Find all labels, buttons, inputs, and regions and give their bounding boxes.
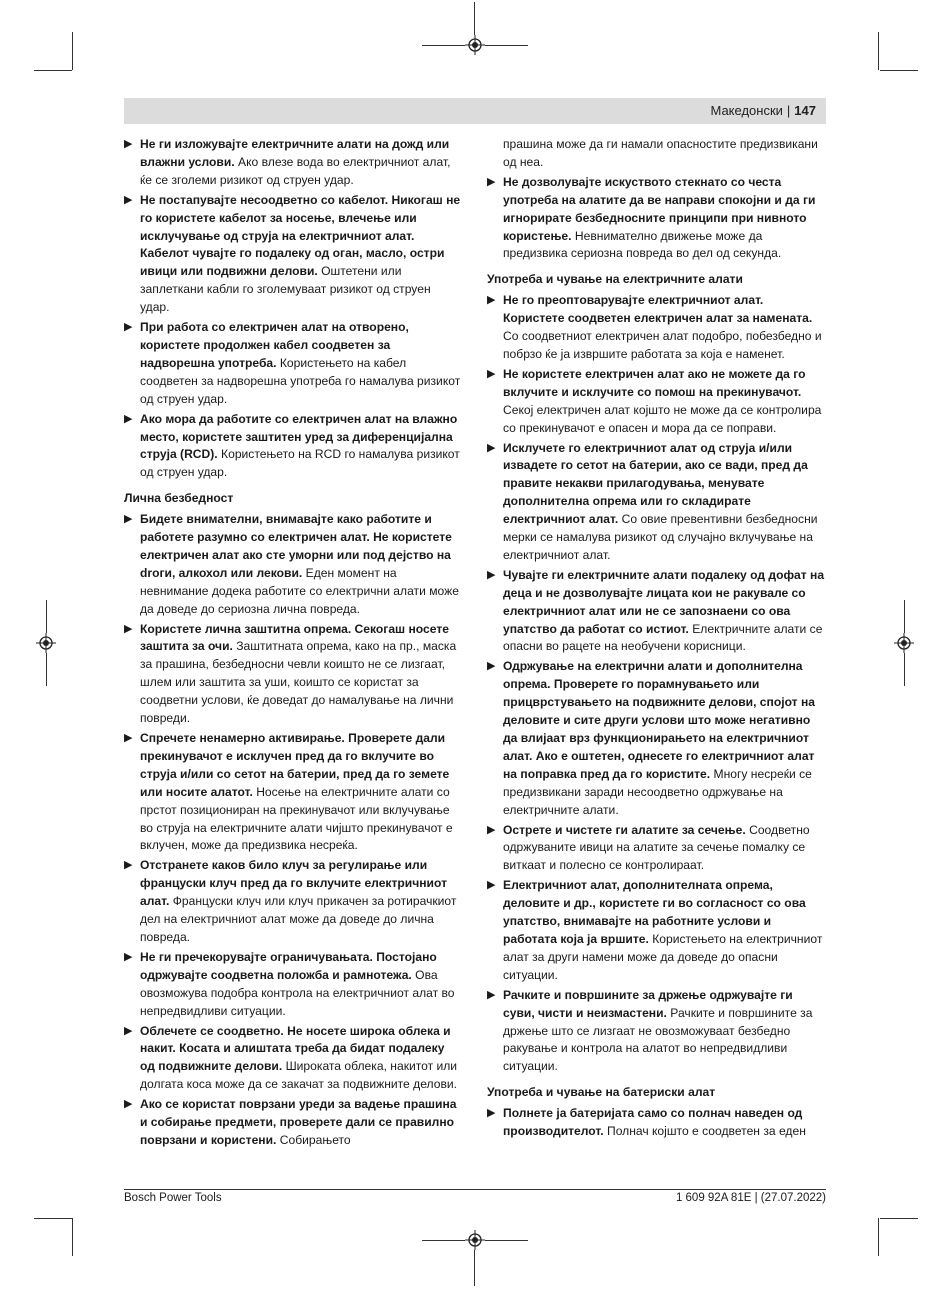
item-text: Соодветно одржуваните ивици на алатите за сечење помалку се виткаат и полесно се контролираат.	[503, 822, 810, 873]
bullet-arrow-icon: ▶	[124, 138, 133, 150]
item-bold-text: Облечете се соодветно. Не носете широка облека и накит. Косата и алиштата треба да бидат подалеку од подвижните делови.	[140, 1023, 451, 1074]
registration-mark-icon	[465, 1230, 485, 1250]
header-language: Македонски	[710, 103, 783, 118]
item-text: Користењето на кабел соодветен за надворешна употреба го намалува ризикот од струен удар.	[140, 355, 461, 406]
section-title-personal-safety: Лична безбедност	[124, 491, 234, 506]
item-bold-text: При работа со електричен алат на отворено, користете продолжен кабел соодветен за надворешна употреба.	[140, 320, 409, 370]
list-item	[487, 440, 825, 565]
bullet-arrow-icon: ▶	[124, 1024, 133, 1037]
list-item	[487, 292, 825, 364]
item-bold-text: Острете и чистете ги алатите за сечење.	[503, 822, 746, 837]
bullet-arrow-icon: ▶	[487, 568, 496, 581]
intro-items	[124, 136, 462, 482]
item-text: Еден момент на невнимание додека работите со електрични алати може да доведе до сериозна лична повреда.	[140, 565, 459, 616]
crop-mark	[34, 1218, 72, 1219]
list-item	[487, 877, 825, 984]
item-bold-text: Спречете ненамерно активирање. Проверете дали прекинувачот е исклучен пред да го вклучите во струја и/или со сетот на батерии, пред да го земете или носите алатот.	[140, 731, 450, 799]
list-item	[487, 822, 825, 876]
bullet-arrow-icon: ▶	[124, 193, 133, 206]
crop-mark	[422, 45, 465, 46]
bullet-arrow-icon: ▶	[487, 175, 496, 188]
list-item	[487, 366, 825, 438]
list-item	[124, 411, 462, 483]
footer-brand: Bosch Power Tools	[124, 1192, 222, 1204]
item-text: Ако влезе вода во електричниот алат, ќе се зголеми ризикот од струен удар.	[140, 154, 451, 187]
item-bold-text: Не постапувајте несоодветно со кабелот. Никогаш не го користете кабелот за носење, влечење или исклучување од струја на електричниот алат. Кабелот чувајте го подалеку од оган, масло, остри ивици или подвижни делови.	[140, 192, 461, 279]
bullet-arrow-icon: ▶	[487, 988, 496, 1001]
header-separator: |	[786, 103, 791, 118]
page-number: 147	[794, 103, 816, 118]
list-item	[124, 511, 462, 618]
item-text: Полнач којшто е соодветен за еден	[607, 1124, 806, 1139]
item-bold-text: Отстранете каков било клуч за регулирање или француски клуч пред да го вклучите електричниот алат.	[140, 858, 447, 909]
footer-rule	[124, 1189, 826, 1190]
use-items	[487, 292, 825, 1076]
item-text: Користењето на електричниот алат за други намени може да доведе до опасни ситуации.	[503, 931, 823, 982]
list-item	[124, 192, 462, 317]
item-text: Секој електричен алат којшто не може да се контролира со прекинувачот е опасен и мора да се поправи.	[503, 402, 822, 435]
list-item	[124, 730, 462, 855]
crop-mark	[904, 600, 905, 633]
item-text: Користењето на RCD го намалува ризикот од струен удар.	[140, 447, 460, 480]
item-bold-text: Исклучете го електричниот алат од струја и/или извадете го сетот на батерии, ако се вади, пред да правите некакви прилагодувања, менувате дополнителна опрема или го складирате електричниот алат.	[503, 440, 808, 527]
list-item	[487, 567, 825, 657]
list-item	[124, 621, 462, 728]
bullet-arrow-icon: ▶	[487, 823, 496, 836]
continued-text: прашина може да ги намали опасностите предизвикани од неа.	[503, 137, 818, 169]
item-text: Оштетени или заплеткани кабли го зголемуваат ризикот од струен удар.	[140, 264, 431, 315]
crop-mark	[422, 1240, 465, 1241]
bullet-arrow-icon: ▶	[124, 412, 133, 425]
bullet-arrow-icon: ▶	[487, 441, 496, 454]
item-text: Француски клуч или клуч прикачен за ротирачкиот дел на електричниот алат може да доведе до лична повреда.	[140, 894, 457, 944]
bullet-arrow-icon: ▶	[124, 859, 133, 872]
item-bold-text: Бидете внимателни, внимавајте како работите и работете разумно со електричен алат. Не користете електричен алат ако сте уморни или под дејство на droги, алкохол или лекови.	[140, 512, 452, 580]
item-text: Заштитната опрема, како на пр., маска за прашина, безбедносни чевли коишто не се лизгаат, шлем или заштита за уши, коишто се користат за соодветни услови, ќе доведат до намалување на лични повреди.	[140, 639, 457, 726]
bullet-arrow-icon: ▶	[124, 950, 133, 963]
list-item	[124, 949, 462, 1021]
bullet-arrow-icon: ▶	[124, 732, 133, 744]
crop-mark	[880, 1218, 918, 1219]
bullet-arrow-icon: ▶	[124, 513, 133, 526]
crop-mark	[880, 70, 918, 71]
list-item	[124, 1096, 462, 1150]
item-text: Со овие превентивни безбедносни мерки се намалува ризикот од случајно вклучување на електричниот алат.	[503, 512, 818, 562]
crop-mark	[878, 1218, 879, 1256]
item-bold-text: Не го преоптоварувајте електричниот алат. Користете соодветен електричен алат за намената.	[503, 293, 813, 326]
crop-mark	[72, 32, 73, 70]
list-item	[124, 136, 462, 190]
section-title-tool-use: Употреба и чување на електричните алати	[487, 272, 743, 287]
item-bold-text: Одржување на електрични алати и дополнителна опрема. Проверете го порамнувањето или прицврстувањето на подвижните делови, спојот на деловите и сите други услови што може негативно да влијаат врз функционирањето на електричниот алат. Ако е оштетен, однесете го електричниот алат на поправка пред да го користите.	[503, 659, 815, 781]
registration-mark-icon	[36, 633, 56, 653]
list-item	[124, 1023, 462, 1095]
page-header	[124, 98, 826, 124]
bullet-arrow-icon: ▶	[124, 1098, 133, 1111]
item-bold-text: Не дозволувајте искуството стекнато со честа употреба на алатите да ве направи спокојни и да ги игнорирате безбедносните принципи при нивното користење.	[503, 174, 816, 243]
list-item	[487, 658, 825, 819]
bullet-arrow-icon: ▶	[124, 321, 133, 334]
item-text: Широката облека, накитот или долгата коса може да се закачат за подвижните делови.	[140, 1059, 458, 1092]
item-bold-text: Не ги пречекорувајте ограничувањата. Постојано одржувајте соодветна положба и рамнотежа.	[140, 949, 437, 982]
registration-mark-icon	[894, 633, 914, 653]
item-text: Носење на електричните алати со прстот позициониран на прекинувачот или вклучување во струја на електричните алати чијшто прекинувачот е вклучен, може да предизвика несреќа.	[140, 784, 453, 853]
item-text: Со соодветниот електричен алат подобро, побезбедно и побрзо ќе ја извршите работата за која е наменет.	[503, 329, 822, 361]
list-item	[487, 987, 825, 1077]
crop-mark	[72, 1218, 73, 1256]
item-text: Ова овозможува подобра контрола на електричниот алат во непредвидливи ситуации.	[140, 967, 455, 1018]
item-text: Многу несреќи се предизвикани заради несоодветно одржување на електричните алати.	[503, 766, 812, 817]
personal-items	[124, 511, 462, 1150]
item-bold-text: Чувајте ги електричните алати подалеку од дофат на деца и не дозволувајте лицата кои не ракувале со електричниот алат или не се запознаени со ова упатство да работат со истиот.	[503, 567, 825, 636]
item-bold-text: Електричниот алат, дополнителната опрема, деловите и др., користете ги во согласност со ова упатство, внимавајте на работните услови и работата која ја вршите.	[503, 878, 806, 946]
list-item	[487, 1105, 825, 1141]
crop-mark	[474, 1250, 475, 1286]
item-bold-text: Ако се користат поврзани уреди за вадење прашина и собирање предмети, проверете дали се правилно поврзани и користени.	[140, 1097, 457, 1147]
bullet-arrow-icon: ▶	[487, 660, 496, 673]
crop-mark	[34, 70, 72, 71]
item-bold-text: Рачките и површините за држење одржувајте ги суви, чисти и неизмастени.	[503, 987, 793, 1020]
item-bold-text: Користете лична заштитна опрема. Секогаш носете заштита за очи.	[140, 621, 449, 654]
footer-doc-number: 1 609 92A 81E | (27.07.2022)	[675, 1192, 826, 1204]
item-text: Рачките и површините за држење што се лизгаат не овозможуваат безбедно ракување и контрола на алатот во непредвидливи ситуации.	[503, 1005, 813, 1074]
header-text	[710, 103, 816, 118]
bullet-arrow-icon: ▶	[487, 294, 496, 307]
bullet-arrow-icon: ▶	[487, 367, 496, 380]
bullet-arrow-icon: ▶	[487, 1107, 496, 1120]
crop-mark	[474, 2, 475, 35]
left-column	[124, 136, 462, 1152]
section-title-battery-tool: Употреба и чување на батериски алат	[487, 1085, 716, 1100]
item-text: Електричните алати се опасни во рацете на необучени корисници.	[503, 621, 823, 654]
crop-mark	[46, 653, 47, 686]
list-item	[124, 857, 462, 947]
crop-mark	[485, 45, 528, 46]
bullet-arrow-icon: ▶	[487, 879, 496, 892]
item-bold-text: Не користете електричен алат ако не можете да го вклучите и исклучите со помош на прекинувачот.	[503, 366, 806, 399]
item-bold-text: Не ги изложувајте електричните алати на дожд или влажни услови.	[140, 137, 450, 169]
item-text: Собирањето	[279, 1132, 351, 1147]
crop-mark	[485, 1240, 528, 1241]
list-item	[487, 174, 825, 264]
item-text: Невнимателно движење може да предизвика сериозна повреда во дел од секунда.	[503, 228, 782, 261]
right-column	[487, 136, 825, 1143]
crop-mark	[46, 600, 47, 633]
bullet-arrow-icon: ▶	[124, 622, 133, 635]
battery-items	[487, 1105, 825, 1141]
crop-mark	[878, 32, 879, 70]
item-bold-text: Ако мора да работите со електричен алат на влажно место, користете заштитен уред за диференцијална струја (RCD).	[140, 411, 458, 462]
item-bold-text: Полнете ја батеријата само со полнач наведен од производителот.	[503, 1106, 803, 1139]
list-item	[124, 319, 462, 409]
crop-mark	[904, 653, 905, 686]
registration-mark-icon	[465, 35, 485, 55]
